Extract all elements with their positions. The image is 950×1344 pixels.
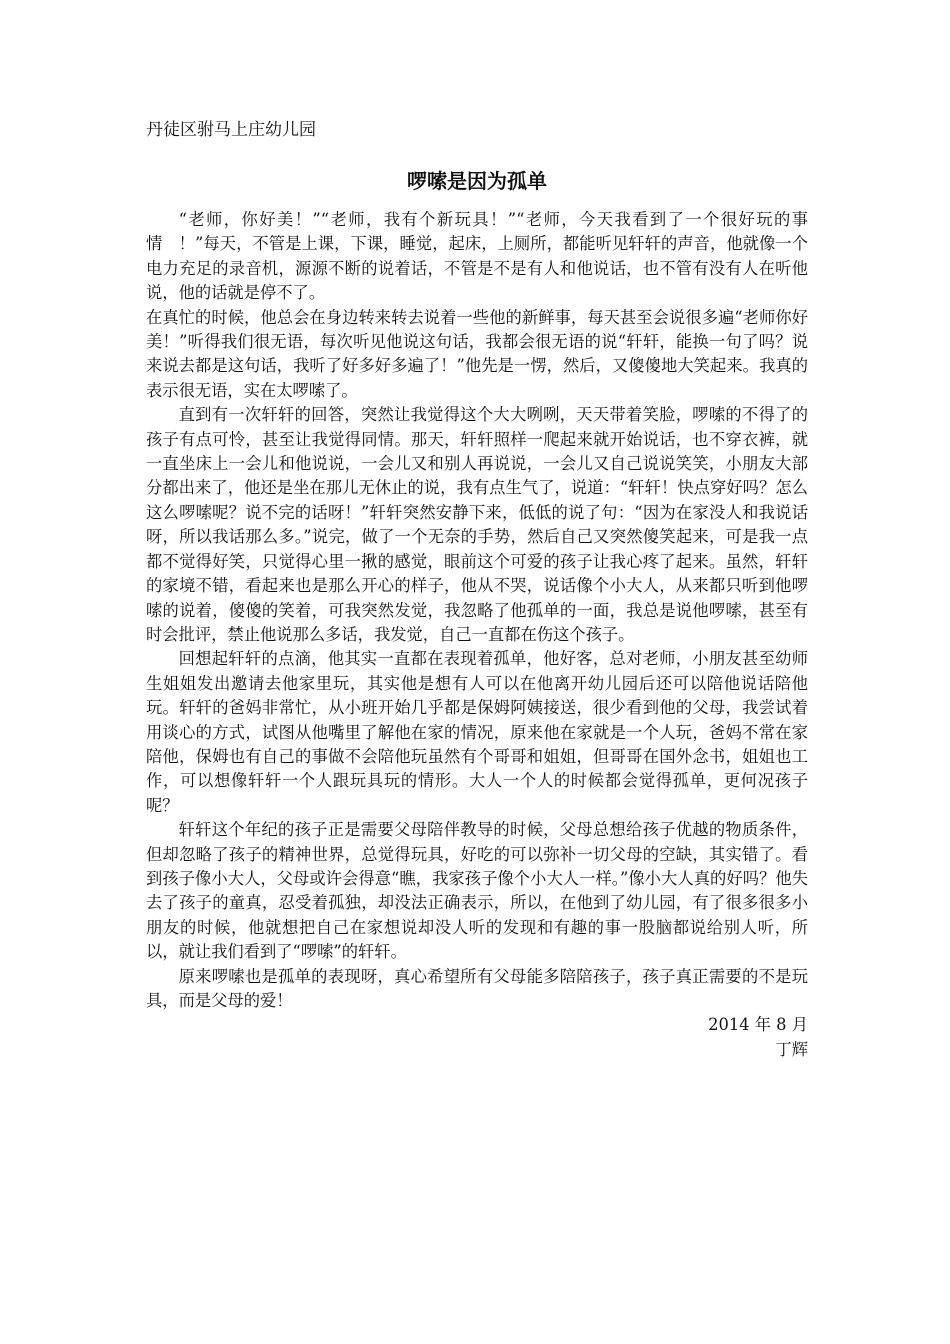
- article-title: 啰嗦是因为孤单: [407, 169, 547, 193]
- document-page: [146, 118, 808, 1062]
- paragraph-6: 原来啰嗦也是孤单的表现呀，真心希望所有父母能多陪陪孩子，孩子真正需要的不是玩具，而是父母的爱！: [146, 966, 808, 1010]
- paragraph-3: 直到有一次轩轩的回答，突然让我觉得这个大大咧咧，天天带着笑脸，啰嗦的不得了的孩子有点可怜，甚至让我觉得同情。那天，轩轩照样一爬起来就开始说话，也不穿衣裤，就一直坐床上一会儿和他说说，一会儿又和别人再说说，一会儿又自己说说笑笑，小朋友大部分都出来了，他还是坐在那儿无休止的说，我有点生气了，说道：“轩轩！快点穿好吗？怎么这么啰嗦呢？说不完的话呀！”轩轩突然安静下来，低低的说了句：“因为在家没人和我说话呀，所以我话那么多。”说完，做了一个无奈的手势，然后自己又突然傻笑起来，可是我一点都不觉得好笑，只觉得心里一揪的感觉，眼前这个可爱的孩子让我心疼了起来。虽然，轩轩的家境不错，看起来也是那么开心的样子，他从不哭，说话像个小大人，从来都只听到他啰嗦的说着，傻傻的笑着，可我突然发觉，我忽略了他孤单的一面，我总是说他啰嗦，甚至有时会批评，禁止他说那么多话，我发觉，自己一直都在伤这个孩子。: [146, 405, 808, 644]
- paragraph-1: “老师，你好美！”“老师，我有个新玩具！”“老师，今天我看到了一个很好玩的事情 ！”每天，不管是上课，下课，睡觉，起床，上厕所，都能听见轩轩的声音，他就像一个电力充足的录音机，源源不断的说着话，不管是不是有人和他说话，也不管有没有人在听他说，他的话就是停不了。: [146, 210, 808, 303]
- paragraph-2: 在真忙的时候，他总会在身边转来转去说着一些他的新鲜事，每天甚至会说很多遍“老师你好美！”听得我们很无语，每次听见他说这句话，我都会很无语的说“轩轩，能换一句了吗？说来说去都是这句话，我听了好多好多遍了！”他先是一愣，然后，又傻傻地大笑起来。我真的表示很无语，实在太啰嗦了。: [146, 307, 808, 400]
- organization-name: 丹徒区驸马上庄幼儿园: [146, 120, 316, 140]
- paragraph-5: 轩轩这个年纪的孩子正是需要父母陪伴教导的时候，父母总想给孩子优越的物质条件，但却忽略了孩子的精神世界，总觉得玩具，好吃的可以弥补一切父母的空缺，其实错了。看到孩子像小大人，父母或许会得意“瞧，我家孩子像个小大人一样。”像小大人真的好吗？他失去了孩子的童真，忍受着孤独，却没法正确表示，所以，在他到了幼儿园，有了很多很多小朋友的时候，他就想把自己在家想说却没人听的发现和有趣的事一股脑都说给别人听，所以，就让我们看到了“啰嗦”的轩轩。: [146, 820, 808, 962]
- article-date: 2014 年 8 月: [708, 1015, 808, 1035]
- article-author: 丁辉: [775, 1039, 808, 1059]
- paragraph-4: 回想起轩轩的点滴，他其实一直都在表现着孤单，他好客，总对老师，小朋友甚至幼师生姐姐发出邀请去他家里玩，其实他是想有人可以在他离开幼儿园后还可以陪他说话陪他玩。轩轩的爸妈非常忙，从小班开始几乎都是保姆阿姨接送，很少看到他的父母，我尝试着用谈心的方式，试图从他嘴里了解他在家的情况，原来他在家就是一个人玩，爸妈不常在家陪他，保姆也有自己的事做不会陪他玩虽然有个哥哥和姐姐，但哥哥在国外念书，姐姐也工作，可以想像轩轩一个人跟玩具玩的情形。大人一个人的时候都会觉得孤单，更何况孩子呢？: [146, 649, 808, 815]
